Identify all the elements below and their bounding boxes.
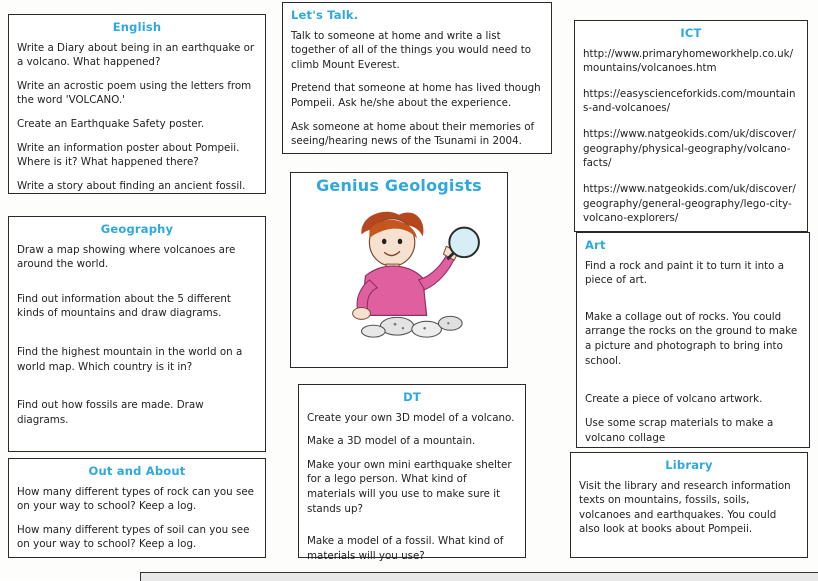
section-body-geography xyxy=(17,243,257,428)
section-title-english: English xyxy=(112,20,162,34)
list-item: How many different types of rock can you see on your way to school? Keep a log. xyxy=(17,485,255,513)
section-body-dt xyxy=(307,411,517,564)
section-dt xyxy=(298,384,526,562)
section-title-geography: Geography xyxy=(100,222,174,236)
boy-with-magnifying-glass-and-rocks-icon xyxy=(297,197,501,345)
section-body-ict xyxy=(583,47,799,226)
link-item[interactable]: https://www.natgeokids.com/uk/discover/geography/general-geography/lego-city-volcano-explorers/ xyxy=(583,182,796,225)
section-body-art xyxy=(585,259,801,445)
list-item: Make a model of a fossil. What kind of materials will you use? xyxy=(307,535,504,562)
section-library xyxy=(570,452,808,558)
list-item: Make a 3D model of a mountain. xyxy=(307,435,476,448)
list-item: Find the highest mountain in the world on a world map. Which country is it in? xyxy=(17,346,243,373)
list-item: Create a piece of volcano artwork. xyxy=(585,393,763,406)
link-item[interactable]: https://easyscienceforkids.com/mountains-and-volcanoes/ xyxy=(583,87,796,115)
list-item: Ask someone at home about their memories of seeing/hearing news of the Tsunami in 2004. xyxy=(291,120,535,148)
section-lets-talk xyxy=(282,2,552,154)
section-art xyxy=(576,232,810,448)
list-item: Create your own 3D model of a volcano. xyxy=(307,411,515,424)
section-body-english xyxy=(17,41,257,194)
section-body-lets-talk xyxy=(291,29,543,149)
list-item: Write a Diary about being in an earthquake or a volcano. What happened? xyxy=(17,41,255,69)
list-item: Find out information about the 5 different kinds of mountains and draw diagrams. xyxy=(17,292,231,320)
section-title-library: Library xyxy=(665,458,713,472)
link-item[interactable]: https://www.natgeokids.com/uk/discover/geography/physical-geography/volcano-facts/ xyxy=(583,128,796,170)
list-item: How many different types of soil can you see on your way to school? Keep a log. xyxy=(17,523,250,551)
list-item: Find out how fossils are made. Draw diagrams. xyxy=(17,399,204,426)
list-item: Visit the library and research information texts on mountains, fossils, soils, volcanoes and earthquakes. You could also look at books about Pompeii. xyxy=(579,479,791,536)
section-title-ict: ICT xyxy=(680,26,702,40)
list-item: Talk to someone at home and write a list together of all of the things you would need to climb Mount Everest. xyxy=(291,29,532,71)
section-english xyxy=(8,14,266,194)
list-item: Pretend that someone at home has lived though Pompeii. Ask he/she about the experience. xyxy=(291,82,541,110)
section-title-dt: DT xyxy=(403,390,421,404)
section-geography xyxy=(8,216,266,452)
section-title-art: Art xyxy=(585,238,606,252)
link-item[interactable]: http://www.primaryhomeworkhelp.co.uk/mountains/volcanoes.htm xyxy=(583,47,794,75)
list-item: Make a collage out of rocks. You could arrange the rocks on the ground to make a picture and photograph to bring into school. xyxy=(585,310,798,367)
section-out-and-about xyxy=(8,458,266,558)
list-item: Use some scrap materials to make a volcano collage xyxy=(585,416,774,444)
list-item: Write an acrostic poem using the letters from the word 'VOLCANO.' xyxy=(17,79,252,107)
section-ict xyxy=(574,20,808,232)
list-item: Make your own mini earthquake shelter for a lego person. What kind of materials will you use to make sure it stands up? xyxy=(307,458,512,515)
worksheet-main-title: Genius Geologists xyxy=(316,176,482,195)
section-body-out-and-about xyxy=(17,485,257,552)
section-body-library xyxy=(579,479,799,537)
list-item: Write an information poster about Pompeii. Where is it? What happened there? xyxy=(17,141,240,169)
list-item: Find a rock and paint it to turn it into a piece of art. xyxy=(585,259,785,287)
section-title-lets-talk: Let's Talk. xyxy=(291,8,359,22)
section-title-out-and-about: Out and About xyxy=(88,464,186,478)
section-genius-geologists xyxy=(290,172,508,368)
list-item: Draw a map showing where volcanoes are around the world. xyxy=(17,243,236,271)
list-item: Write a story about finding an ancient fossil. xyxy=(17,179,246,192)
list-item: Create an Earthquake Safety poster. xyxy=(17,118,205,131)
